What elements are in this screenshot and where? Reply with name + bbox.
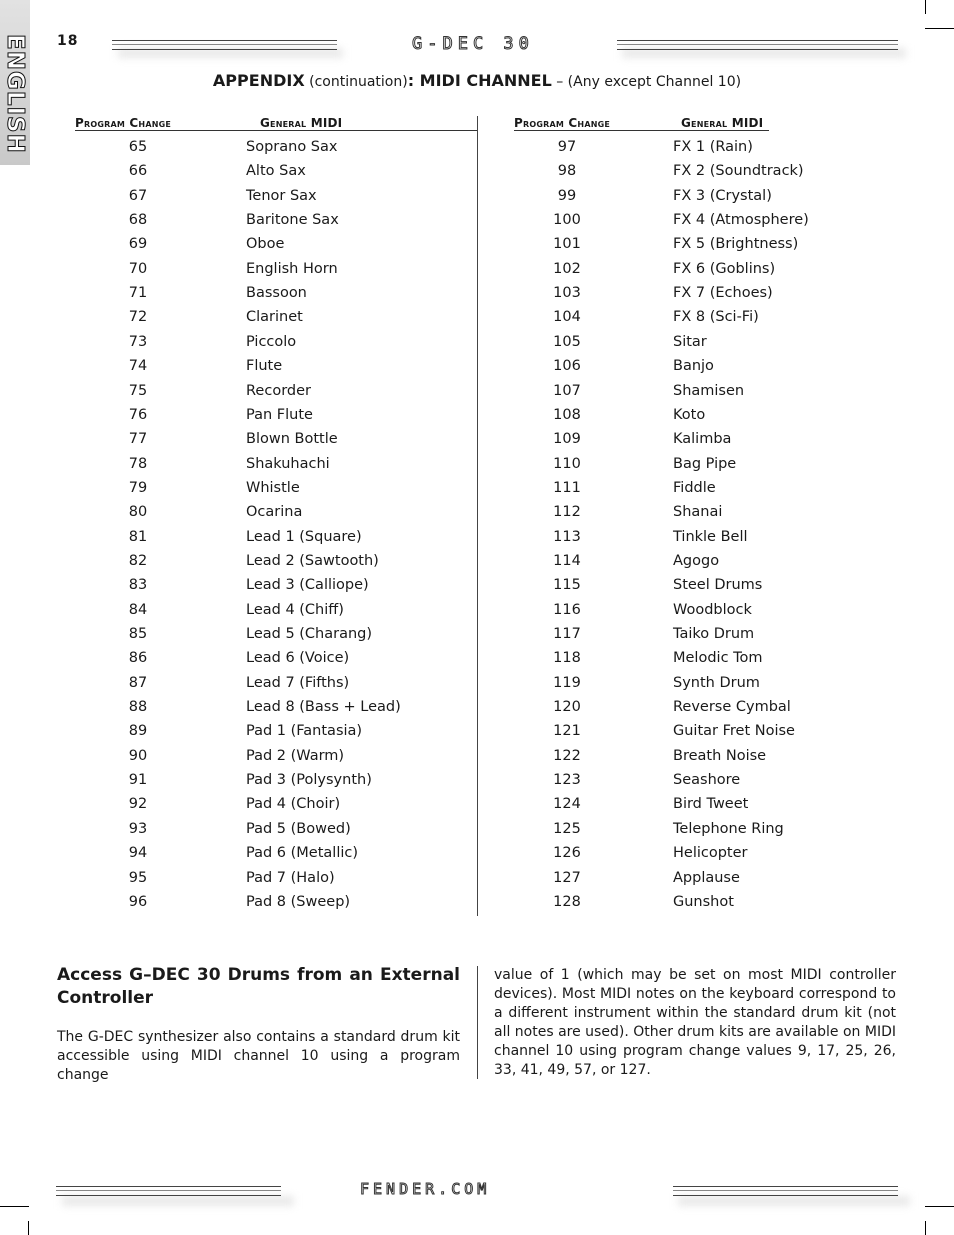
- instrument-name: Breath Noise: [673, 747, 767, 764]
- program-number: 98: [557, 163, 577, 180]
- program-number: 74: [128, 358, 148, 375]
- section-paragraph-right: value of 1 (which may be set on most MIDI controller devices). Most MIDI notes on the keyboard correspond to a different instrument within the standard drum kit (not all notes are used). Other drum kits are available on MIDI channel 10 using program change values 9, 17, 25, 26, 33, 41, 49, 57, or 127.: [494, 967, 896, 1078]
- instrument-name: FX 4 (Atmosphere): [673, 212, 809, 229]
- section-paragraph-left: The G-DEC synthesizer also contains a standard drum kit accessible using MIDI channel 10 using a program change: [57, 1029, 460, 1083]
- instrument-name: Blown Bottle: [246, 431, 338, 448]
- program-number: 127: [553, 869, 581, 886]
- instrument-name: Pad 1 (Fantasia): [246, 723, 363, 740]
- instrument-name: Pad 3 (Polysynth): [246, 772, 372, 789]
- instrument-name: Lead 1 (Square): [246, 528, 362, 545]
- program-number: 70: [128, 260, 148, 277]
- program-number: 80: [128, 504, 148, 521]
- instrument-name: Pad 4 (Choir): [246, 796, 341, 813]
- program-number: 114: [553, 552, 581, 569]
- program-number: 99: [557, 187, 577, 204]
- instrument-name: Lead 6 (Voice): [246, 650, 350, 667]
- instrument-name: Baritone Sax: [246, 212, 339, 229]
- program-number: 68: [128, 212, 148, 229]
- instrument-name: Lead 3 (Calliope): [246, 577, 369, 594]
- crop-mark: [28, 1221, 29, 1235]
- instrument-name: Recorder: [246, 382, 311, 399]
- program-number: 109: [553, 431, 581, 448]
- program-number: 87: [128, 674, 148, 691]
- program-number: 76: [128, 406, 148, 423]
- instrument-name: Steel Drums: [673, 577, 763, 594]
- program-number: 115: [553, 577, 581, 594]
- right-header-general-midi: General MIDI: [681, 116, 764, 130]
- instrument-name: Flute: [246, 358, 283, 375]
- program-number: 90: [128, 747, 148, 764]
- instrument-name: Pad 7 (Halo): [246, 869, 335, 886]
- crop-mark: [925, 1221, 926, 1235]
- title-main: APPENDIX: [212, 71, 305, 90]
- instrument-name: Banjo: [673, 358, 714, 375]
- program-number: 93: [128, 820, 148, 837]
- program-number: 95: [128, 869, 148, 886]
- program-number: 111: [553, 479, 581, 496]
- program-number: 85: [128, 626, 148, 642]
- language-tab-label: ENGLISH: [2, 34, 28, 154]
- program-number: 107: [553, 382, 581, 399]
- program-number: 89: [128, 723, 148, 740]
- program-number: 106: [553, 358, 581, 375]
- title-note: – (Any except Channel 10): [556, 74, 742, 90]
- footer-rule-right: [673, 1186, 898, 1196]
- instrument-name: English Horn: [246, 260, 338, 277]
- instrument-name: Shanai: [673, 504, 723, 521]
- instrument-name: Tenor Sax: [246, 187, 317, 204]
- program-number: 103: [553, 285, 581, 302]
- instrument-name: Whistle: [246, 479, 300, 496]
- program-number: 128: [553, 893, 581, 910]
- header-rule-left: [112, 40, 337, 50]
- program-number: 117: [553, 626, 581, 642]
- instrument-name: Reverse Cymbal: [673, 699, 791, 716]
- right-header-underline: [514, 130, 769, 131]
- crop-mark: [0, 1206, 29, 1207]
- instrument-name: FX 1 (Rain): [673, 139, 753, 155]
- program-number: 67: [128, 187, 148, 204]
- instrument-name: Pad 8 (Sweep): [246, 893, 351, 910]
- instrument-name: Telephone Ring: [673, 820, 784, 837]
- program-number: 112: [553, 504, 581, 521]
- program-number: 71: [128, 285, 148, 302]
- instrument-name: Pad 2 (Warm): [246, 747, 345, 764]
- instrument-name: Kalimba: [673, 431, 732, 448]
- title-section: : MIDI CHANNEL: [407, 71, 552, 90]
- footer-rule-left: [56, 1186, 281, 1196]
- instrument-name: Gunshot: [673, 893, 734, 910]
- program-number: 123: [553, 772, 581, 789]
- instrument-name: Fiddle: [673, 479, 716, 496]
- left-header-underline: [75, 130, 477, 131]
- instrument-name: Helicopter: [673, 845, 748, 862]
- instrument-name: Pan Flute: [246, 406, 313, 423]
- instrument-name: Lead 8 (Bass + Lead): [246, 699, 401, 716]
- program-number: 77: [128, 431, 148, 448]
- program-number: 92: [128, 796, 148, 813]
- program-number: 75: [128, 382, 148, 399]
- instrument-name: Guitar Fret Noise: [673, 723, 795, 740]
- program-number: 82: [128, 552, 148, 569]
- section-divider: [477, 966, 478, 1079]
- crop-mark: [925, 0, 926, 14]
- instrument-name: Melodic Tom: [673, 650, 763, 667]
- crop-mark: [925, 28, 954, 29]
- instrument-name: Bird Tweet: [673, 796, 749, 813]
- program-number: 102: [553, 260, 581, 277]
- instrument-name: Shakuhachi: [246, 455, 330, 472]
- footer-logo: FENDER.COM: [360, 1180, 491, 1198]
- program-number: 97: [557, 139, 577, 155]
- program-number: 79: [128, 479, 148, 496]
- left-header-program-change: Program Change: [75, 116, 172, 130]
- program-number: 120: [553, 699, 581, 716]
- instrument-name: Pad 6 (Metallic): [246, 845, 358, 862]
- program-number: 65: [128, 139, 148, 155]
- instrument-name: Tinkle Bell: [673, 528, 748, 545]
- instrument-name: Lead 2 (Sawtooth): [246, 552, 379, 569]
- instrument-name: FX 6 (Goblins): [673, 260, 776, 277]
- program-number: 119: [553, 674, 581, 691]
- instrument-name: Synth Drum: [673, 674, 760, 691]
- instrument-name: FX 8 (Sci-Fi): [673, 309, 759, 326]
- program-number: 73: [128, 333, 148, 350]
- instrument-name: Ocarina: [246, 504, 303, 521]
- instrument-name: Lead 7 (Fifths): [246, 674, 350, 691]
- left-header-general-midi: General MIDI: [260, 116, 343, 130]
- program-number: 126: [553, 845, 581, 862]
- program-number: 83: [128, 577, 148, 594]
- instrument-name: FX 5 (Brightness): [673, 236, 799, 253]
- program-number: 108: [553, 406, 581, 423]
- instrument-name: Alto Sax: [246, 163, 306, 180]
- instrument-name: Koto: [673, 406, 706, 423]
- program-number: 116: [553, 601, 581, 618]
- program-number: 91: [128, 772, 148, 789]
- instrument-name: Oboe: [246, 236, 285, 253]
- program-number: 113: [553, 528, 581, 545]
- program-number: 118: [553, 650, 581, 667]
- instrument-name: Woodblock: [673, 601, 752, 618]
- instrument-name: Pad 5 (Bowed): [246, 820, 351, 837]
- program-number: 105: [553, 333, 581, 350]
- header-rule-right: [617, 40, 898, 50]
- program-number: 100: [553, 212, 581, 229]
- table-divider: [477, 116, 478, 916]
- header-logo: G-DEC 30: [412, 34, 534, 54]
- section-heading: Access G–DEC 30 Drums from an External Controller: [57, 965, 460, 1008]
- program-number: 104: [553, 309, 581, 326]
- program-number: 124: [553, 796, 581, 813]
- program-number: 69: [128, 236, 148, 253]
- instrument-name: Applause: [673, 869, 740, 886]
- instrument-name: FX 7 (Echoes): [673, 285, 773, 302]
- instrument-name: FX 3 (Crystal): [673, 187, 772, 204]
- program-number: 94: [128, 845, 148, 862]
- program-number: 86: [128, 650, 148, 667]
- program-number: 121: [553, 723, 581, 740]
- program-number: 66: [128, 163, 148, 180]
- program-number: 78: [128, 455, 148, 472]
- program-number: 72: [128, 309, 148, 326]
- program-number: 84: [128, 601, 148, 618]
- program-number: 125: [553, 820, 581, 837]
- instrument-name: FX 2 (Soundtrack): [673, 163, 804, 180]
- program-number: 122: [553, 747, 581, 764]
- title-continuation: (continuation): [309, 74, 408, 90]
- right-header-program-change: Program Change: [514, 116, 611, 130]
- program-number: 88: [128, 699, 148, 716]
- instrument-name: Bassoon: [246, 285, 307, 302]
- instrument-name: Sitar: [673, 333, 707, 350]
- program-number: 101: [553, 236, 581, 253]
- instrument-name: Taiko Drum: [673, 626, 755, 642]
- instrument-name: Lead 5 (Charang): [246, 626, 373, 642]
- instrument-name: Seashore: [673, 772, 741, 789]
- instrument-name: Shamisen: [673, 382, 745, 399]
- instrument-name: Soprano Sax: [246, 139, 338, 155]
- instrument-name: Agogo: [673, 552, 720, 569]
- program-number: 110: [553, 455, 581, 472]
- page-number: 18: [57, 33, 79, 49]
- program-number: 81: [128, 528, 148, 545]
- instrument-name: Bag Pipe: [673, 455, 737, 472]
- instrument-name: Lead 4 (Chiff): [246, 601, 344, 618]
- page-title: [0, 71, 954, 90]
- instrument-name: Piccolo: [246, 333, 297, 350]
- program-number: 96: [128, 893, 148, 910]
- crop-mark: [925, 1206, 954, 1207]
- instrument-name: Clarinet: [246, 309, 303, 326]
